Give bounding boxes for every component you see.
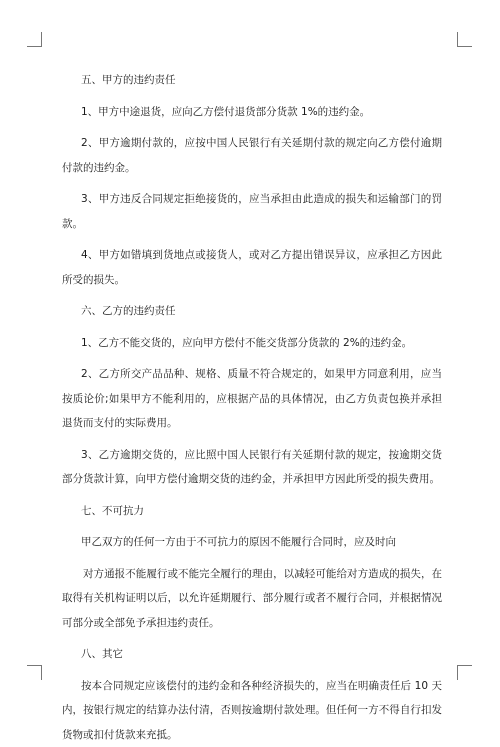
force-majeure-line-2: 对方通报不能履行或不能完全履行的理由，以减轻可能给对方造成的损失，在取得有关机构证明以后，以允许延期履行、部分履行或者不履行合同，并根据情况可部分或全部免予承担违约责任。 — [62, 562, 442, 636]
crop-mark-bottom-right — [457, 665, 472, 680]
force-majeure-line-1: 甲乙双方的任何一方由于不可抗力的原因不能履行合同时，应及时向 — [62, 530, 442, 555]
clause-a-4: 4、甲方如错填到货地点或接货人，或对乙方提出错误异议，应承担乙方因此所受的损失。 — [62, 243, 442, 292]
clause-b-1: 1、乙方不能交货的，应向甲方偿付不能交货部分货款的 2%的违约金。 — [62, 331, 442, 356]
section-heading-other: 八、其它 — [62, 642, 442, 667]
other-clause: 按本合同规定应该偿付的违约金和各种经济损失的，应当在明确责任后 10 天内，按银行规定的结算办法付清，否则按逾期付款处理。但任何一方不得自行扣发货物或扣付货款来充抵。 — [62, 674, 442, 747]
crop-mark-bottom-left — [27, 665, 42, 680]
clause-a-3: 3、甲方违反合同规定拒绝接货的，应当承担由此造成的损失和运输部门的罚款。 — [62, 187, 442, 236]
section-heading-force-majeure: 七、不可抗力 — [62, 499, 442, 524]
clause-a-2: 2、甲方逾期付款的，应按中国人民银行有关延期付款的规定向乙方偿付逾期付款的违约金。 — [62, 131, 442, 180]
clause-a-1: 1、甲方中途退货，应向乙方偿付退货部分货款 1%的违约金。 — [62, 100, 442, 125]
clause-b-2: 2、乙方所交产品品种、规格、质量不符合规定的，如果甲方同意利用，应当按质论价;如果甲方不能利用的，应根据产品的具体情况，由乙方负责包换并承担退货而支付的实际费用。 — [62, 362, 442, 436]
document-body — [62, 68, 442, 747]
clause-b-3: 3、乙方逾期交货的，应比照中国人民银行有关延期付款的规定，按逾期交货部分货款计算，向甲方偿付逾期交货的违约金，并承担甲方因此所受的损失费用。 — [62, 443, 442, 492]
section-heading-party-b-liability: 六、乙方的违约责任 — [62, 299, 442, 324]
crop-mark-top-right — [457, 32, 472, 47]
crop-mark-top-left — [27, 32, 42, 47]
section-heading-party-a-liability: 五、甲方的违约责任 — [62, 68, 442, 93]
